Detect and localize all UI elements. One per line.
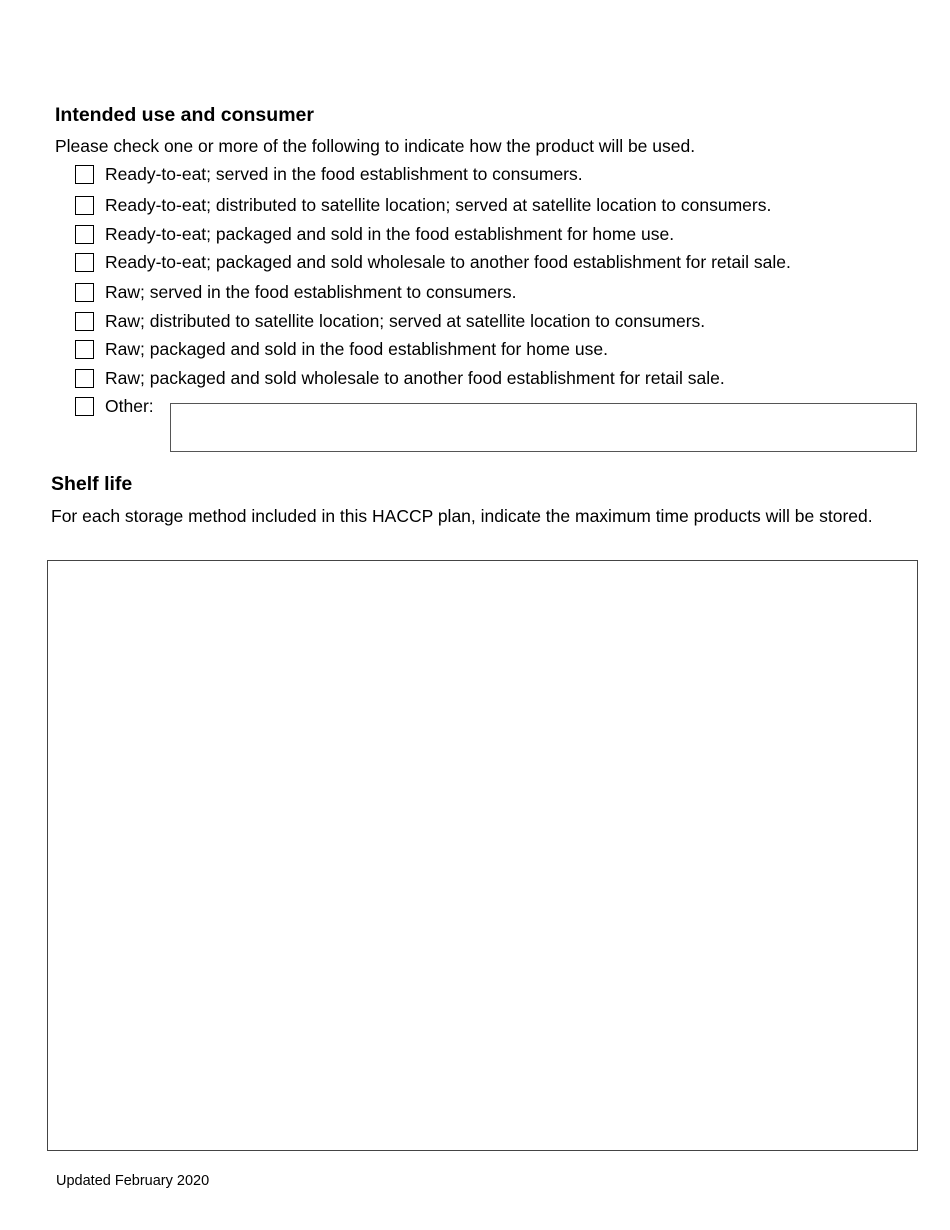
use-option-checkbox[interactable]: [75, 165, 94, 184]
use-option-checkbox[interactable]: [75, 196, 94, 215]
intended-use-heading: Intended use and consumer: [55, 104, 314, 126]
shelf-life-text-area[interactable]: [47, 560, 918, 1151]
use-option-label: Ready-to-eat; distributed to satellite location; served at satellite location to consumers.: [105, 195, 772, 215]
other-option-checkbox[interactable]: [75, 397, 94, 416]
use-option-label: Raw; served in the food establishment to consumers.: [105, 282, 517, 302]
footer-updated-date: Updated February 2020: [56, 1173, 210, 1189]
use-option-row[interactable]: [75, 222, 674, 246]
use-option-checkbox[interactable]: [75, 340, 94, 359]
other-text-field[interactable]: [170, 403, 917, 452]
use-option-label: Raw; packaged and sold wholesale to another food establishment for retail sale.: [105, 368, 725, 388]
use-option-row[interactable]: [75, 162, 583, 186]
other-option-row[interactable]: [75, 394, 154, 418]
use-option-row[interactable]: [75, 366, 725, 390]
use-option-label: Raw; packaged and sold in the food establishment for home use.: [105, 339, 608, 359]
use-option-row[interactable]: [75, 250, 791, 274]
shelf-life-heading: Shelf life: [51, 473, 133, 495]
use-option-row[interactable]: [75, 193, 771, 217]
use-option-checkbox[interactable]: [75, 312, 94, 331]
use-option-checkbox[interactable]: [75, 253, 94, 272]
use-option-label: Ready-to-eat; packaged and sold wholesale to another food establishment for retail sale.: [105, 252, 791, 272]
use-option-checkbox[interactable]: [75, 283, 94, 302]
use-option-checkbox[interactable]: [75, 369, 94, 388]
use-option-row[interactable]: [75, 337, 608, 361]
use-option-row[interactable]: [75, 309, 705, 333]
other-option-label: Other:: [105, 396, 154, 416]
intended-use-instruction: Please check one or more of the following to indicate how the product will be used.: [55, 136, 696, 156]
use-option-row[interactable]: [75, 280, 516, 304]
use-option-checkbox[interactable]: [75, 225, 94, 244]
use-option-label: Ready-to-eat; packaged and sold in the food establishment for home use.: [105, 224, 675, 244]
use-option-label: Raw; distributed to satellite location; served at satellite location to consumers.: [105, 311, 706, 331]
shelf-life-instruction: For each storage method included in this HACCP plan, indicate the maximum time products will be stored.: [51, 506, 873, 526]
use-option-label: Ready-to-eat; served in the food establishment to consumers.: [105, 164, 583, 184]
